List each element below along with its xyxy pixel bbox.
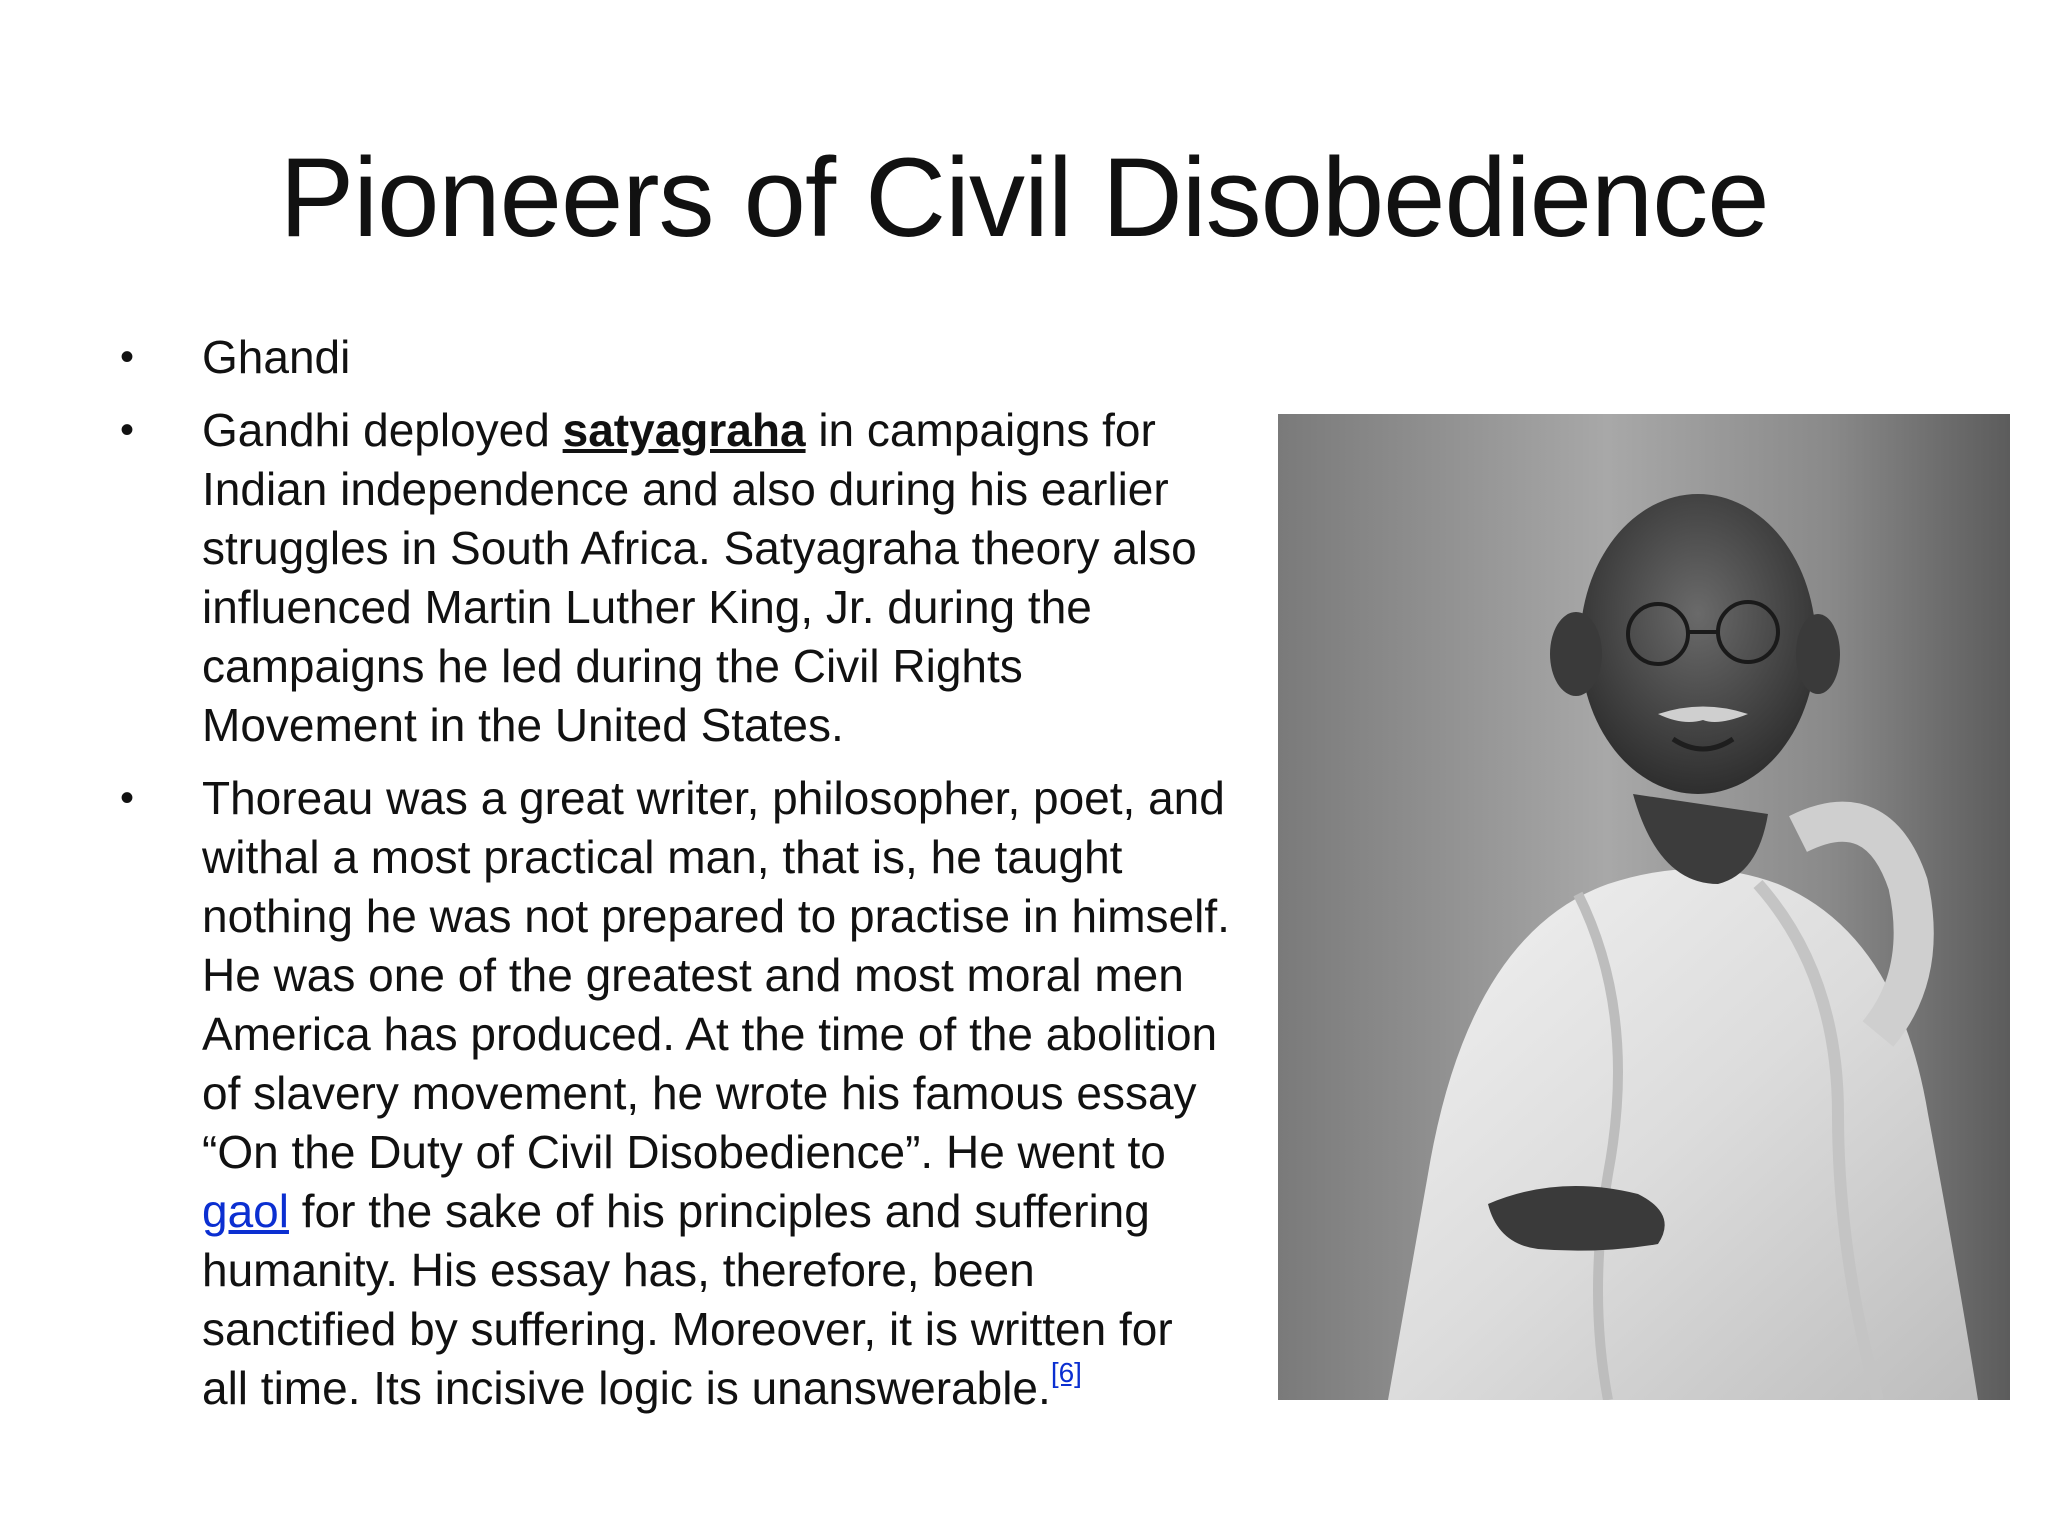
bullet-text: for the sake of his principles and suffering humanity. His essay has, therefore, been sanctified by suffering. Moreover, it is written for all time. Its incisive logic is unanswerable. bbox=[202, 1185, 1173, 1414]
bullet-list bbox=[100, 328, 1230, 1432]
bullet-item bbox=[100, 769, 1230, 1418]
bullet-dot-icon: • bbox=[120, 408, 135, 452]
gandhi-photo bbox=[1278, 414, 2010, 1400]
bullet-item bbox=[100, 401, 1230, 755]
bullet-text: in campaigns for Indian independence and also during his earlier struggles in South Africa. Satyagraha theory also influenced Martin Luther King, Jr. during the campaigns he led during the Civil Rights Movement in the United States. bbox=[202, 404, 1197, 751]
bullet-item bbox=[100, 328, 1230, 387]
bullet-dot-icon: • bbox=[120, 335, 135, 379]
slide-title: Pioneers of Civil Disobedience bbox=[279, 135, 1769, 260]
gaol-link[interactable]: gaol bbox=[202, 1185, 289, 1237]
citation-link[interactable]: [6] bbox=[1050, 1357, 1082, 1388]
gandhi-portrait-icon bbox=[1278, 414, 2010, 1400]
bullet-text: Gandhi deployed bbox=[202, 404, 563, 456]
bullet-text: Thoreau was a great writer, philosopher, poet, and withal a most practical man, that is, he taught nothing he was not prepared to practise in himself. He was one of the greatest and most moral men America has produced. At the time of the abolition of slavery movement, he wrote his famous essay “On the Duty of Civil Disobedience”. He went to bbox=[202, 772, 1230, 1178]
bullet-text: Ghandi bbox=[202, 331, 351, 383]
bullet-dot-icon: • bbox=[120, 776, 135, 820]
satyagraha-keyword: satyagraha bbox=[562, 404, 806, 456]
